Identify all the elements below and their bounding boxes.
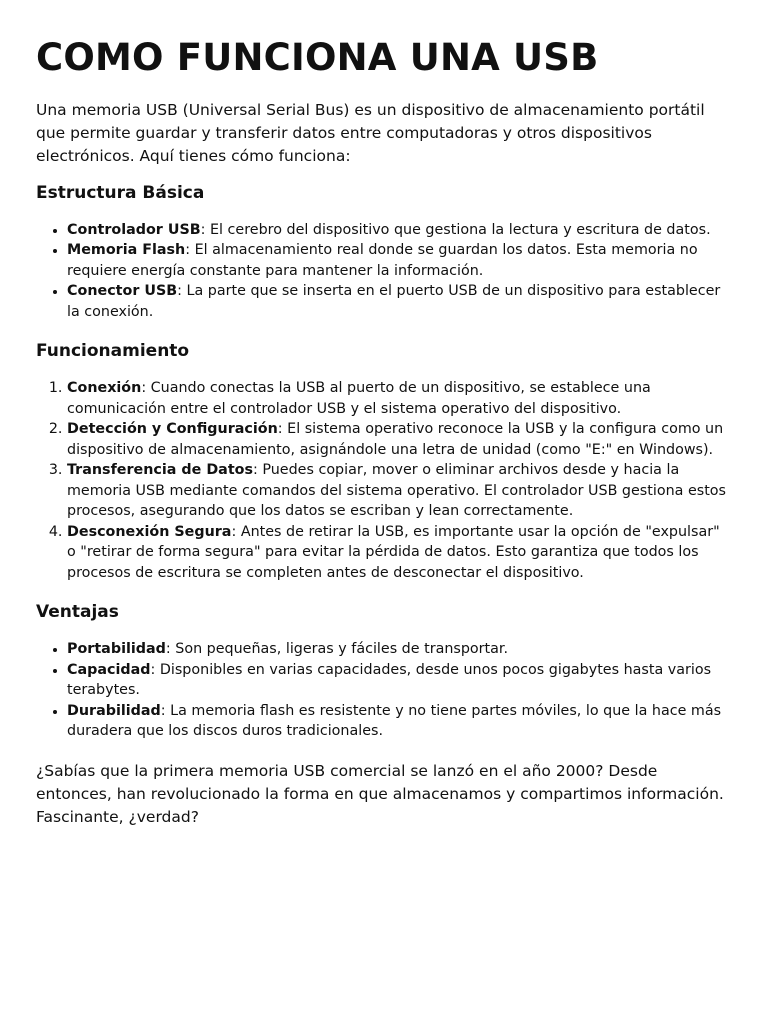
list-item (67, 240, 732, 281)
item-term: Controlador USB (67, 221, 201, 238)
list-item (67, 419, 732, 460)
item-term: Capacidad (67, 661, 151, 678)
item-text: : La parte que se inserta en el puerto USB de un dispositivo para establecer la conexión. (67, 283, 721, 320)
item-term: Detección y Configuración (67, 421, 278, 438)
item-term: Portabilidad (67, 641, 166, 658)
closing-paragraph: ¿Sabías que la primera memoria USB comercial se lanzó en el año 2000? Desde entonces, han revolucionado la forma en que almacenamos y compartimos información. Fascinante, ¿verdad? (36, 761, 724, 826)
funcionamiento-list (36, 378, 732, 583)
item-text: : Son pequeñas, ligeras y fáciles de transportar. (165, 641, 509, 658)
item-term: Conexión (67, 380, 142, 397)
ventajas-list (36, 639, 732, 742)
item-text: : Puedes copiar, mover o eliminar archivos desde y hacia la memoria USB mediante comandos del sistema operativo. El controlador USB gestiona estos procesos, asegurando que los datos se escriban y lean correctamente. (67, 462, 726, 520)
item-text: : El almacenamiento real donde se guardan los datos. Esta memoria no requiere energía constante para mantener la información. (67, 242, 698, 279)
list-item (67, 639, 732, 660)
list-item (67, 701, 732, 742)
list-item (67, 522, 732, 584)
section-heading-estructura: Estructura Básica (36, 182, 205, 203)
page-title: COMO FUNCIONA UNA USB (36, 36, 599, 79)
item-text: : Antes de retirar la USB, es importante usar la opción de "expulsar" o "retirar de forma segura" para evitar la pérdida de datos. Esto garantiza que todos los procesos de escritura se completen antes de desconectar el dispositivo. (67, 523, 720, 581)
item-term: Memoria Flash (67, 242, 186, 259)
item-text: : El cerebro del dispositivo que gestiona la lectura y escritura de datos. (200, 221, 711, 238)
item-term: Transferencia de Datos (67, 462, 253, 479)
section-heading-funcionamiento: Funcionamiento (36, 341, 190, 362)
intro-paragraph: Una memoria USB (Universal Serial Bus) es un dispositivo de almacenamiento portátil que permite guardar y transferir datos entre computadoras y otros dispositivos electrónicos. Aquí tienes cómo funciona: (36, 100, 705, 165)
section-heading-ventajas: Ventajas (36, 602, 119, 623)
item-term: Conector USB (67, 283, 178, 300)
estructura-list (36, 220, 732, 323)
item-text: : Disponibles en varias capacidades, desde unos pocos gigabytes hasta varios terabytes. (67, 661, 712, 699)
item-text: : La memoria flash es resistente y no tiene partes móviles, lo que la hace más duradera que los discos duros tradicionales. (67, 702, 722, 740)
list-item (67, 378, 732, 419)
list-item (67, 220, 732, 241)
list-item (67, 460, 732, 522)
item-text: : El sistema operativo reconoce la USB y la configura como un dispositivo de almacenamiento, asignándole una letra de unidad (como "E:" en Windows). (67, 421, 724, 458)
list-item (67, 281, 732, 322)
item-term: Desconexión Segura (67, 523, 232, 540)
item-text: : Cuando conectas la USB al puerto de un dispositivo, se establece una comunicación entre el controlador USB y el sistema operativo del dispositivo. (67, 380, 651, 417)
list-item (67, 660, 732, 701)
item-term: Durabilidad (67, 702, 161, 719)
